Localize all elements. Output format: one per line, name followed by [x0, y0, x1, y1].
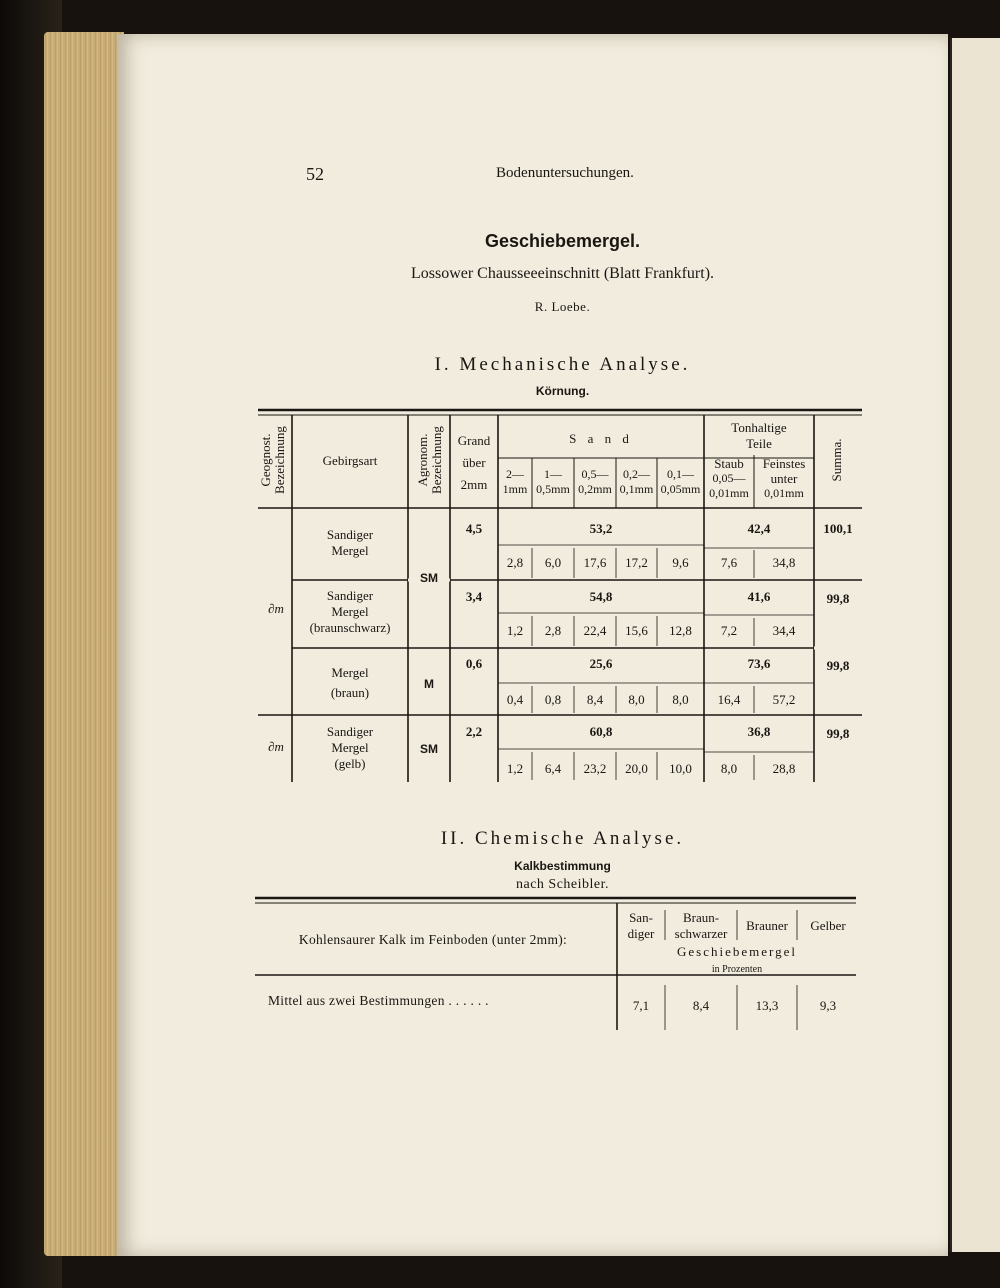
section-mechanical-subtitle: Körnung.	[535, 384, 590, 398]
row2-summa: 99,8	[826, 591, 850, 606]
row2-ton-total: 41,6	[747, 589, 771, 604]
row1-sand-total: 53,2	[589, 521, 613, 536]
row3-sand-5: 8,0	[672, 692, 689, 707]
row1-grand: 4,5	[465, 521, 483, 536]
row4-staub: 8,0	[720, 761, 738, 776]
row3-sand-1: 0,4	[506, 692, 524, 707]
chem-unit: in Prozenten	[711, 964, 763, 975]
row4-sand-3: 23,2	[583, 761, 607, 776]
header-agronom: Agronom. Bezeichnung	[415, 426, 444, 494]
chem-value-braunschwarzer: 8,4	[692, 998, 710, 1013]
row2-sand-3: 22,4	[583, 623, 607, 638]
chem-group-label: Geschiebemergel	[677, 944, 797, 959]
section-chemical-subtitle: Kalkbestimmung	[514, 859, 611, 873]
section-mechanical-title: I. Mechanische Analyse.	[434, 354, 691, 375]
row1-staub: 7,6	[720, 555, 738, 570]
row3-sand-3: 8,4	[586, 692, 604, 707]
header-sand-05-02mm: 0,5— 0,2mm	[578, 467, 612, 496]
row4-geognost: ∂m	[268, 739, 284, 754]
row4-feinstes: 28,8	[772, 761, 796, 776]
row2-sand-5: 12,8	[669, 623, 692, 638]
row3-sand-4: 8,0	[628, 692, 645, 707]
row3-staub: 16,4	[717, 692, 741, 707]
row3-ton-total: 73,6	[747, 656, 771, 671]
row1-ton-total: 42,4	[747, 521, 771, 536]
chem-value-sandiger: 7,1	[632, 998, 650, 1013]
chem-col-sandiger: San- diger	[627, 910, 655, 941]
running-head: Bodenuntersuchungen.	[496, 165, 634, 181]
page-subtitle: Lossower Chausseeeinschnitt (Blatt Frankfurt).	[410, 265, 715, 282]
row3-feinstes: 57,2	[772, 692, 796, 707]
row2-sand-2: 2,8	[544, 623, 562, 638]
chem-row-label: Kohlensaurer Kalk im Feinboden (unter 2mm):	[298, 932, 568, 947]
header-sand-2-1mm: 2— 1mm	[502, 467, 528, 496]
chem-mean-label: Mittel aus zwei Bestimmungen . . . . . .	[268, 993, 489, 1008]
section-chemical-method: nach Scheibler.	[515, 877, 610, 892]
row4-sand-2: 6,4	[544, 761, 562, 776]
row4-summa: 99,8	[826, 726, 850, 741]
section-chemical-title: II. Chemische Analyse.	[440, 828, 685, 849]
page-title: Geschiebemergel.	[484, 231, 641, 251]
row1-sand-5: 9,6	[672, 555, 689, 570]
header-staub: Staub 0,05— 0,01mm	[709, 456, 749, 500]
row1-sand-1: 2,8	[506, 555, 524, 570]
row4-ton-total: 36,8	[747, 724, 771, 739]
header-summa: Summa.	[829, 438, 844, 482]
header-tonhaltige-teile: Tonhaltige Teile	[731, 420, 787, 451]
row1-gebirgsart: Sandiger Mergel	[326, 527, 374, 558]
row4-gebirgsart: Sandiger Mergel (gelb)	[326, 724, 374, 771]
header-sand-1-05mm: 1— 0,5mm	[536, 467, 570, 496]
row1-sand-3: 17,6	[583, 555, 607, 570]
chem-col-gelber: Gelber	[810, 918, 846, 933]
row4-sand-4: 20,0	[625, 761, 648, 776]
row4-grand: 2,2	[465, 724, 483, 739]
row12-geognost: ∂m	[268, 601, 284, 616]
row2-staub: 7,2	[720, 623, 738, 638]
row3-summa: 99,8	[826, 658, 850, 673]
row4-agronom: SM	[420, 742, 438, 756]
row3-sand-2: 0,8	[544, 692, 562, 707]
header-sand: S a n d	[569, 431, 633, 446]
row3-agronom: M	[424, 677, 434, 691]
chem-value-brauner: 13,3	[755, 998, 779, 1013]
row2-gebirgsart: Sandiger Mergel (braunschwarz)	[309, 588, 391, 635]
header-grand: Grand über 2mm	[457, 433, 491, 492]
chem-col-brauner: Brauner	[746, 918, 788, 933]
row1-feinstes: 34,8	[772, 555, 796, 570]
author: R. Loebe.	[534, 299, 591, 314]
row4-sand-5: 10,0	[669, 761, 692, 776]
header-geognost: Geognost. Bezeichnung	[258, 426, 287, 494]
chem-col-braunschwarzer: Braun- schwarzer	[674, 910, 728, 941]
header-gebirgsart: Gebirgsart	[322, 453, 378, 468]
header-sand-01-005mm: 0,1— 0,05mm	[660, 467, 701, 496]
row4-sand-total: 60,8	[589, 724, 613, 739]
row3-gebirgsart: Mergel (braun)	[330, 665, 370, 700]
row2-grand: 3,4	[465, 589, 483, 604]
row2-sand-4: 15,6	[625, 623, 648, 638]
row4-sand-1: 1,2	[506, 761, 524, 776]
row2-sand-total: 54,8	[589, 589, 613, 604]
row2-feinstes: 34,4	[772, 623, 796, 638]
row3-grand: 0,6	[465, 656, 483, 671]
row2-sand-1: 1,2	[506, 623, 524, 638]
page-number: 52	[306, 164, 324, 184]
row1-sand-2: 6,0	[544, 555, 562, 570]
row1-summa: 100,1	[823, 521, 853, 536]
row3-sand-total: 25,6	[589, 656, 613, 671]
header-feinstes: Feinstes unter 0,01mm	[762, 456, 806, 500]
header-sand-02-01mm: 0,2— 0,1mm	[619, 467, 654, 496]
row1-sand-4: 17,2	[625, 555, 648, 570]
row12-agronom: SM	[420, 571, 438, 585]
chem-value-gelber: 9,3	[819, 998, 837, 1013]
